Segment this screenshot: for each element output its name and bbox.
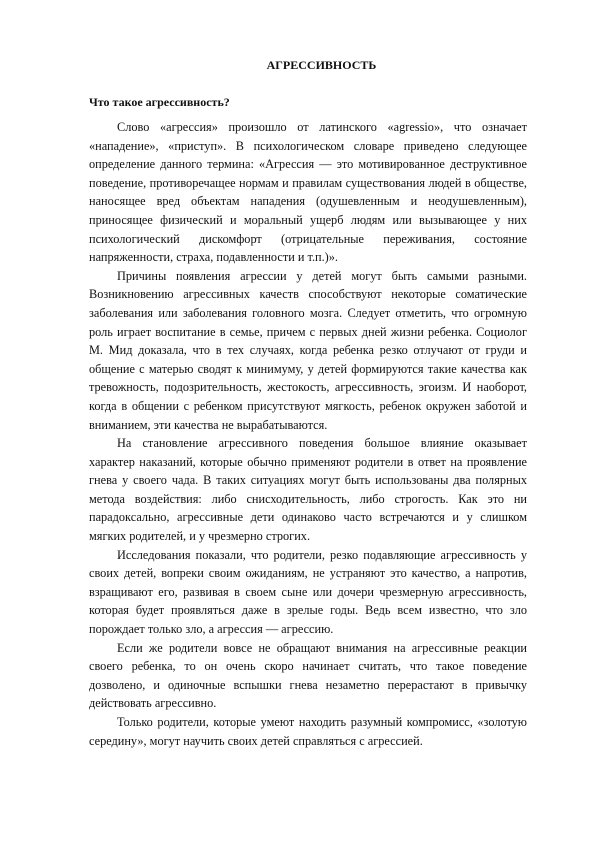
paragraph-causes: Причины появления агрессии у детей могут быть самыми разными. Возникновению агрессивных качеств способствуют некоторые соматические заболевания или заболевания головного мозга. Следует отметить, что огромную роль играет воспитание в семье, причем с первых дней жизни ребенка. Социолог М. Мид доказала, что в тех случаях, когда ребенка резко отлучают от груди и общение с матерью сводят к минимуму, у детей формируются такие качества как тревожность, подозрительность, жестокость, агрессивность, эгоизм. И наоборот, когда в общении с ребенком присутствуют мягкость, ребенок окружен заботой и вниманием, эти качества не вырабатываются. [89, 268, 527, 432]
section-heading: Что такое агрессивность? [89, 95, 230, 109]
paragraph-punishment: На становление агрессивного поведения большое влияние оказывает характер наказаний, которые обычно применяют родители в ответ на проявление гнева у своего чада. В таких ситуациях могут быть использованы два полярных метода воздействия: либо снисходительность, либо строгость. Как это ни парадоксально, агрессивные дети одинаково часто встречаются и у слишком мягких родителей, и у чрезмерно строгих. [89, 436, 527, 544]
paragraph-research: Исследования показали, что родители, резко подавляющие агрессивность у своих детей, вопреки своим ожиданиям, не устраняют это качество, а напротив, взращивают его, развивая в своем сыне или дочери чрезмерную агрессивность, которая будет проявляться даже в зрелые годы. Ведь всем известно, что зло порождает только зло, а агрессия — агрессию. [89, 547, 527, 637]
body-text [89, 118, 527, 750]
document-title: АГРЕССИВНОСТЬ [266, 58, 377, 72]
paragraph-compromise: Только родители, которые умеют находить разумный компромисс, «золотую середину», могут научить своих детей справляться с агрессией. [89, 715, 527, 748]
paragraph-definition: Слово «агрессия» произошло от латинского «agressio», что означает «нападение», «приступ». В психологическом словаре приведено следующее определение данного термина: «Агрессия — это мотивированное деструктивное поведение, противоречащее нормам и правилам существования людей в обществе, наносящее вред объектам нападения (одушевленным и неодушевленным), приносящее физический и моральный ущерб людям или вызывающее у них психологический дискомфорт (отрицательные переживания, состояние напряженности, страха, подавленности и т.п.)». [89, 120, 527, 265]
paragraph-ignoring: Если же родители вовсе не обращают внимания на агрессивные реакции своего ребенка, то он очень скоро начинает считать, что такое поведение дозволено, и одиночные вспышки гнева незаметно перерастают в привычку действовать агрессивно. [89, 640, 527, 711]
